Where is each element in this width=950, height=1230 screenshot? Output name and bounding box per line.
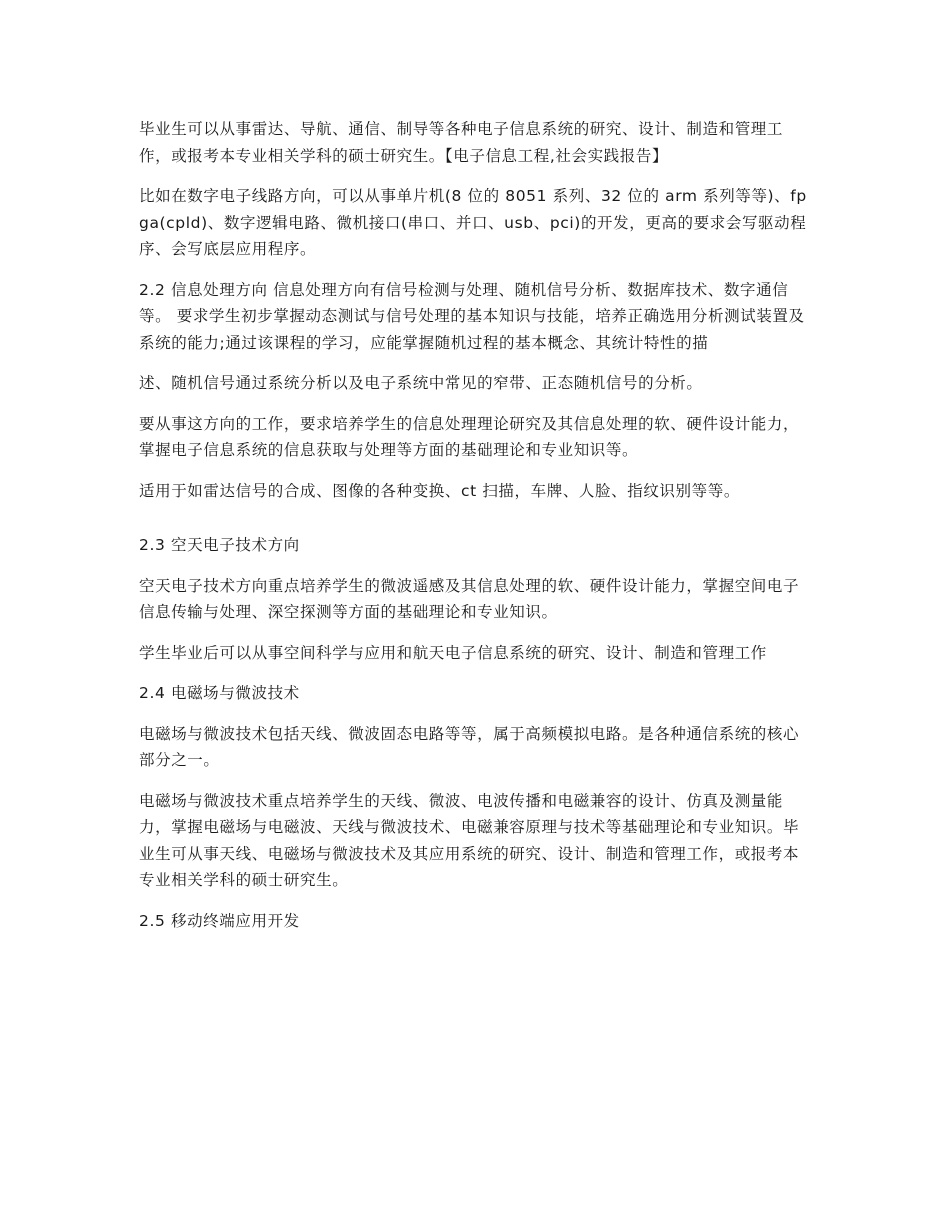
paragraph-graduate-careers: 毕业生可以从事雷达、导航、通信、制导等各种电子信息系统的研究、设计、制造和管理工作，或报考本专业相关学科的硕士研究生。【电子信息工程,社会实践报告】 — [139, 120, 784, 165]
paragraph-random-signals: 述、随机信号通过系统分析以及电子系统中常见的窄带、正态随机信号的分析。 — [139, 374, 703, 392]
paragraph-info-processing-work: 要从事这方向的工作，要求培养学生的信息处理理论研究及其信息处理的软、硬件设计能力，掌握电子信息系统的信息获取与处理等方面的基础理论和专业知识等。 — [139, 414, 800, 459]
paragraph-applications: 适用于如雷达信号的合成、图像的各种变换、ct 扫描，车牌、人脸、指纹识别等等。 — [139, 481, 740, 500]
document-body — [139, 116, 815, 948]
paragraph-aerospace: 空天电子技术方向重点培养学生的微波遥感及其信息处理的软、硬件设计能力，掌握空间电子 信息传输与处理、深空探测等方面的基础理论和专业知识。 — [139, 576, 800, 621]
paragraph-digital-circuits: 比如在数字电子线路方向，可以从事单片机(8 位的 8051 系列、32 位的 arm 系列等等)、fpga(cpld)、数字逻辑电路、微机接口(串口、并口、usb、pci)的开发，更高的要求会写驱动程序、会写底层应用程序。 — [139, 187, 807, 258]
section-heading-aerospace: 2.3 空天电子技术方向 — [139, 536, 300, 554]
paragraph-aerospace-careers: 学生毕业后可以从事空间科学与应用和航天电子信息系统的研究、设计、制造和管理工作 — [139, 643, 767, 662]
paragraph-info-processing: 2.2 信息处理方向 信息处理方向有信号检测与处理、随机信号分析、数据库技术、数字通信等。 要求学生初步掌握动态测试与信号处理的基本知识与技能，培养正确选用分析测试装置及系统的能力;通过该课程的学习，应能掌握随机过程的基本概念、其统计特性的描 — [139, 280, 805, 352]
paragraph-microwave-intro: 电磁场与微波技术包括天线、微波固态电路等等，属于高频模拟电路。是各种通信系统的核心部分之一。 — [139, 724, 800, 769]
section-heading-microwave: 2.4 电磁场与微波技术 — [139, 684, 300, 702]
section-heading-mobile: 2.5 移动终端应用开发 — [139, 911, 300, 930]
paragraph-microwave-training: 电磁场与微波技术重点培养学生的天线、微波、电波传播和电磁兼容的设计、仿真及测量能力，掌握电磁场与电磁波、天线与微波技术、电磁兼容原理与技术等基础理论和专业知识。毕业生可从事天线、电磁场与微波技术及其应用系统的研究、设计、制造和管理工作，或报考本专业相关学科的硕士研究生。 — [139, 791, 800, 889]
